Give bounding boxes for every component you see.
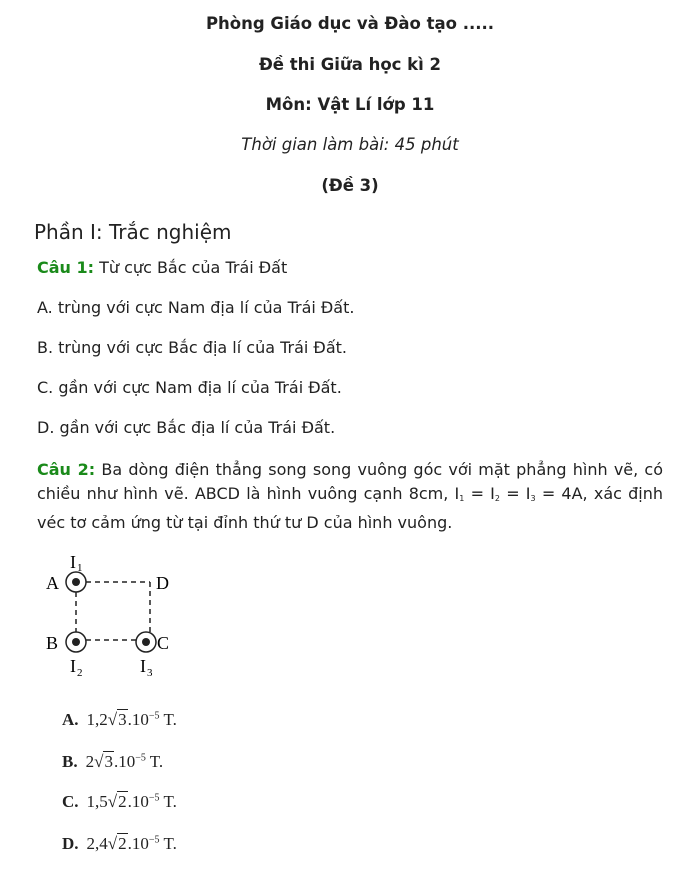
svg-text:B: B [46,633,59,653]
svg-text:2: 2 [77,667,83,679]
svg-text:I: I [70,552,76,572]
subject-title: Môn: Vật Lí lớp 11 [265,95,435,114]
svg-text:3: 3 [147,667,153,679]
question-label: Câu 2: [37,460,96,479]
exam-title: Đề thi Giữa học kì 2 [258,55,442,74]
svg-text:I: I [140,656,146,676]
q2-option-b: B. $2√3.10^{-5}$ T. [62,752,164,771]
current-c-icon [136,632,156,652]
department-title: Phòng Giáo dục và Đào tạo ..... [205,14,495,33]
svg-text:1: 1 [77,562,83,574]
q2-option-c: C. $1,5√2.10^{-5}$ T. [62,792,177,811]
q1-option-a: A. trùng với cực Nam địa lí của Trái Đất. [37,298,355,317]
question-2: Câu 2: Ba dòng điện thẳng song song vuông góc với mặt phẳng hình vẽ, có chiều như hình vẽ. ABCD là hình vuông cạnh 8cm, $I_1 = I_2 = I_3 = 4A$, xác định véc tơ cảm ứng từ tại đỉnh thứ tư D của hình vuông. [37,460,664,532]
question-text: Từ cực Bắc của Trái Đất [99,258,288,277]
question-label: Câu 1: [37,258,95,277]
svg-text:D: D [156,573,169,593]
current-square-diagram [40,552,190,687]
q1-option-c: C. gần với cực Nam địa lí của Trái Đất. [37,378,342,397]
exam-variant: (Đề 3) [321,176,379,195]
section-title: Phần I: Trắc nghiệm [34,220,232,244]
question-1 [37,258,287,277]
q1-option-d: D. gần với cực Bắc địa lí của Trái Đất. [37,418,336,437]
q2-option-d: D. $2,4√2.10^{-5}$ T. [62,834,177,853]
current-a-icon [66,572,86,592]
svg-text:A: A [46,573,59,593]
svg-text:I: I [70,656,76,676]
current-b-icon [66,632,86,652]
svg-text:C: C [157,633,170,653]
q1-option-b: B. trùng với cực Bắc địa lí của Trái Đất. [37,338,347,357]
q2-option-a: A. $1,2√3.10^{-5}$ T. [62,710,177,729]
exam-duration: Thời gian làm bài: 45 phút [241,135,459,154]
